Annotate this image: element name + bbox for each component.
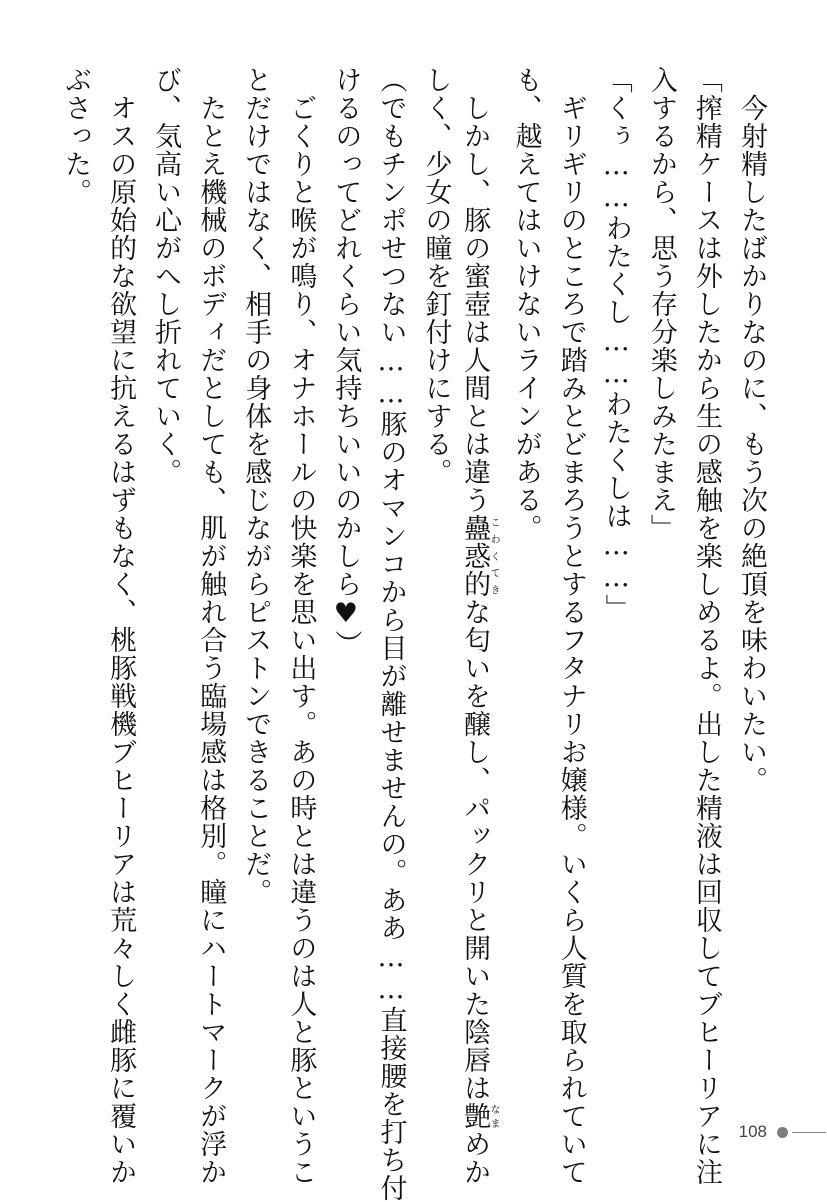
text-line-8: しく、少女の瞳を釘付けにする。 [420, 66, 452, 486]
text-line-7 [459, 66, 500, 1186]
text-line-16: ぶさった。 [60, 66, 91, 206]
text-line-2: 「搾精ケースは外したから生の感触を楽しめるよ。出した精液は回収してブヒーリアに注 [690, 66, 722, 1186]
ruby-word-2-reading: なま [488, 1102, 500, 1130]
text-line-3: 入するから、思う存分楽しみたまえ」 [645, 66, 677, 542]
ruby-word-1-base: 蠱惑的 [459, 514, 491, 598]
footer-dot-icon [777, 1127, 788, 1138]
text-line-7-part-3: めか [459, 1130, 491, 1186]
text-line-7-part-2: な匂いを醸し、パックリと開いた陰唇は [459, 598, 491, 1102]
page-number: 108 [738, 1122, 767, 1141]
text-line-5: ギリギリのところで踏みとどまろうとするフタナリお嬢様。いくら人質を取られていて [555, 66, 587, 1186]
text-line-14: び、気高い心がへし折れていく。 [150, 66, 182, 486]
text-line-12: とだけではなく、相手の身体を感じながらピストンできることだ。 [240, 66, 272, 906]
ruby-word-1 [459, 514, 500, 598]
text-line-13: たとえ機械のボディだとしても、肌が触れ合う臨場感は格別。瞳にハートマークが浮か [195, 66, 227, 1186]
text-line-15: オスの原始的な欲望に抗えるはずもなく、桃豚戦機ブヒーリアは荒々しく雌豚に覆いか [105, 66, 137, 1186]
text-line-9: （でもチンポせつない……豚のオマンコから目が離せませんの。ああ……直接腰を打ち付 [375, 66, 407, 1202]
text-line-4: 「くぅ……わたくし……わたくしは……」 [600, 66, 632, 622]
ruby-word-1-reading: こわくてき [488, 514, 500, 598]
ruby-word-2 [459, 1102, 500, 1130]
page-footer [687, 1120, 827, 1144]
footer-rule [792, 1132, 826, 1133]
text-line-6: も、越えてはいけないラインがある。 [510, 66, 542, 542]
text-line-7-part-1: しかし、豚の蜜壺は人間とは違う [459, 66, 491, 514]
text-line-11: ごくりと喉が鳴り、オナホールの快楽を思い出す。あの時とは違うのは人と豚というこ [285, 66, 317, 1186]
ruby-word-2-base: 艶 [459, 1102, 491, 1130]
text-line-1: 今射精したばかりなのに、もう次の絶頂を味わいたい。 [735, 66, 767, 794]
text-line-10: けるのってどれくらい気持ちいいのかしら♥） [330, 66, 362, 658]
